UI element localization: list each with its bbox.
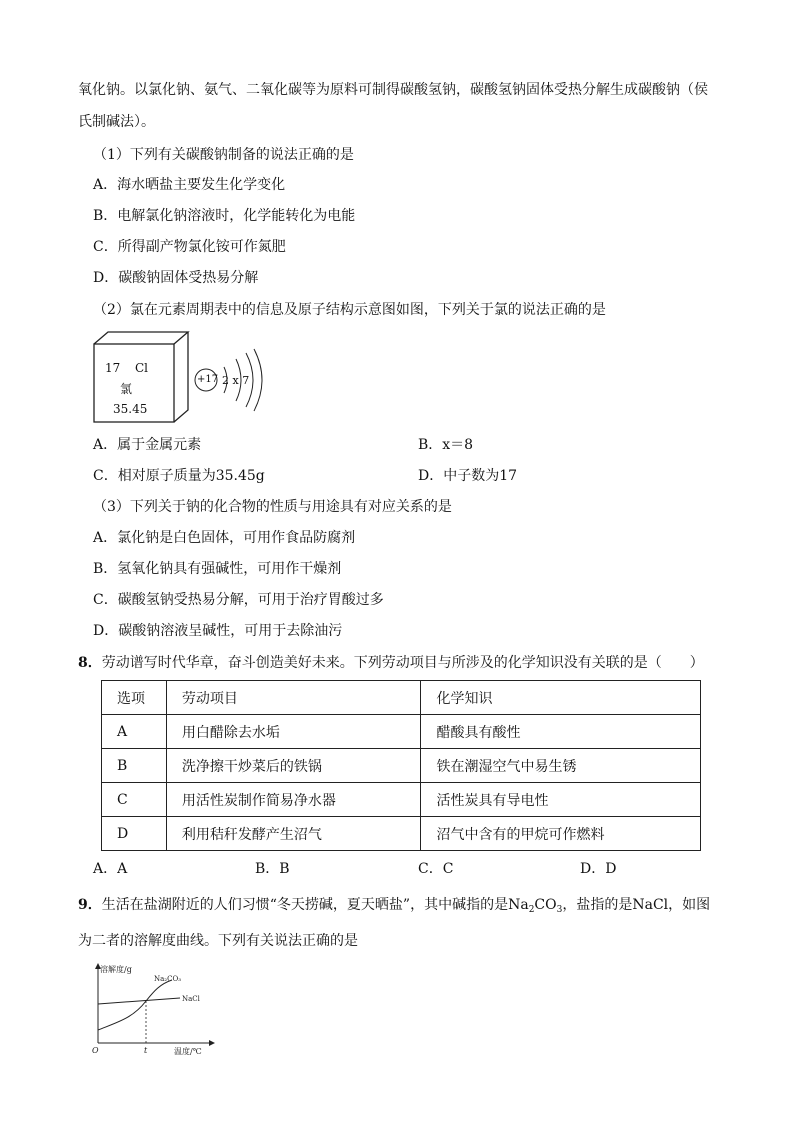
intro-line-1: 氧化钠。以氯化钠、氨气、二氧化碳等为原料可制得碳酸氢钠，碳酸氢钠固体受热分解生成碳酸钠（侯 <box>78 82 708 98</box>
q2-option-b[interactable]: B．x＝8 <box>418 437 474 453</box>
chart-t-label: t <box>144 1046 148 1055</box>
table-cell: 铁在潮湿空气中易生锈 <box>421 749 701 783</box>
chart-ylabel: 溶解度/g <box>100 965 132 974</box>
q3-option-c[interactable]: C．碳酸氢钠受热易分解，可用于治疗胃酸过多 <box>93 592 384 608</box>
q1-option-b[interactable]: B．电解氯化钠溶液时，化学能转化为电能 <box>93 208 356 224</box>
q9-stem-c: ，如图 <box>668 897 711 913</box>
q8-stem <box>78 653 704 673</box>
chart-series-label-nacl: NaCl <box>182 995 200 1003</box>
table-header-row <box>102 681 701 715</box>
q9-stem-a: 生活在盐湖附近的人们习惯“冬天捞碱，夏天晒盐”，其中碱指的是 <box>101 897 509 913</box>
q8-option-b[interactable]: B．B <box>255 861 290 877</box>
table-cell: 洗净擦干炒菜后的铁锅 <box>166 749 421 783</box>
q8-option-c[interactable]: C．C <box>418 861 454 877</box>
table-cell: 醋酸具有酸性 <box>421 715 701 749</box>
q3-option-d[interactable]: D．碳酸钠溶液呈碱性，可用于去除油污 <box>93 623 343 639</box>
q8-option-a[interactable]: A．A <box>93 861 128 877</box>
q9-stem-line-2: 为二者的溶解度曲线。下列有关说法正确的是 <box>78 933 358 949</box>
q1-option-c[interactable]: C．所得副产物氯化铵可作氮肥 <box>93 239 286 255</box>
q3-stem: （3）下列关于钠的化合物的性质与用途具有对应关系的是 <box>93 499 452 515</box>
q9-stem <box>78 895 710 920</box>
chart-xlabel: 温度/℃ <box>174 1047 202 1056</box>
chart-origin-label: O <box>92 1046 99 1055</box>
q8-stem-text: 劳动谱写时代华章，奋斗创造美好未来。下列劳动项目与所涉及的化学知识没有关联的是（ ） <box>101 655 704 671</box>
table-header-cell: 化学知识 <box>421 681 701 715</box>
q1-stem: （1）下列有关碳酸钠制备的说法正确的是 <box>93 147 354 163</box>
q2-option-c[interactable]: C．相对原子质量为35.45g <box>93 468 265 484</box>
q8-table <box>101 680 701 851</box>
q9-stem-b: ，盐指的是 <box>562 897 633 913</box>
table-cell: C <box>102 783 167 817</box>
q3-option-a[interactable]: A．氯化钠是白色固体，可用作食品防腐剂 <box>93 530 356 546</box>
table-cell: A <box>102 715 167 749</box>
chart-series-label-na2co3: Na₂CO₃ <box>154 975 182 983</box>
table-cell: 用白醋除去水垢 <box>166 715 421 749</box>
table-cell: B <box>102 749 167 783</box>
q1-option-a[interactable]: A．海水晒盐主要发生化学变化 <box>93 177 286 193</box>
table-cell: 沼气中含有的甲烷可作燃料 <box>421 817 701 851</box>
intro-line-2: 氏制碱法）。 <box>78 114 155 130</box>
table-cell: D <box>102 817 167 851</box>
q9-formula-na2co3: $Na_2CO_3$ <box>508 897 563 915</box>
table-header-cell: 选项 <box>102 681 167 715</box>
element-symbol: Cl <box>135 361 149 375</box>
series-line-na2co3 <box>98 980 172 1030</box>
q2-stem: （2）氯在元素周期表中的信息及原子结构示意图如图，下列关于氯的说法正确的是 <box>93 302 606 318</box>
q2-option-a[interactable]: A．属于金属元素 <box>93 437 202 453</box>
table-cell: 用活性炭制作简易净水器 <box>166 783 421 817</box>
table-row <box>102 817 701 851</box>
table-row <box>102 783 701 817</box>
table-header-cell: 劳动项目 <box>166 681 421 715</box>
table-cell: 活性炭具有导电性 <box>421 783 701 817</box>
q2-option-d[interactable]: D．中子数为17 <box>418 468 518 484</box>
table-row <box>102 715 701 749</box>
q8-option-d[interactable]: D．D <box>580 861 617 877</box>
table-cell: 利用秸秆发酵产生沼气 <box>166 817 421 851</box>
q8-number: 8． <box>78 655 102 671</box>
q1-option-d[interactable]: D．碳酸钠固体受热易分解 <box>93 270 259 286</box>
atom-nucleus-label: +17 <box>197 374 219 385</box>
table-row <box>102 749 701 783</box>
element-atomic-number: 17 <box>105 361 121 375</box>
atom-shell-label: 2 x 7 <box>222 374 250 387</box>
element-name: 氯 <box>120 382 133 396</box>
q9-number: 9． <box>78 897 102 913</box>
q3-option-b[interactable]: B．氢氧化钠具有强碱性，可用作干燥剂 <box>93 561 342 577</box>
q9-formula-nacl: NaCl <box>632 897 669 913</box>
solubility-chart <box>88 960 218 1060</box>
element-mass: 35.45 <box>113 402 148 416</box>
series-line-nacl <box>98 998 180 1004</box>
